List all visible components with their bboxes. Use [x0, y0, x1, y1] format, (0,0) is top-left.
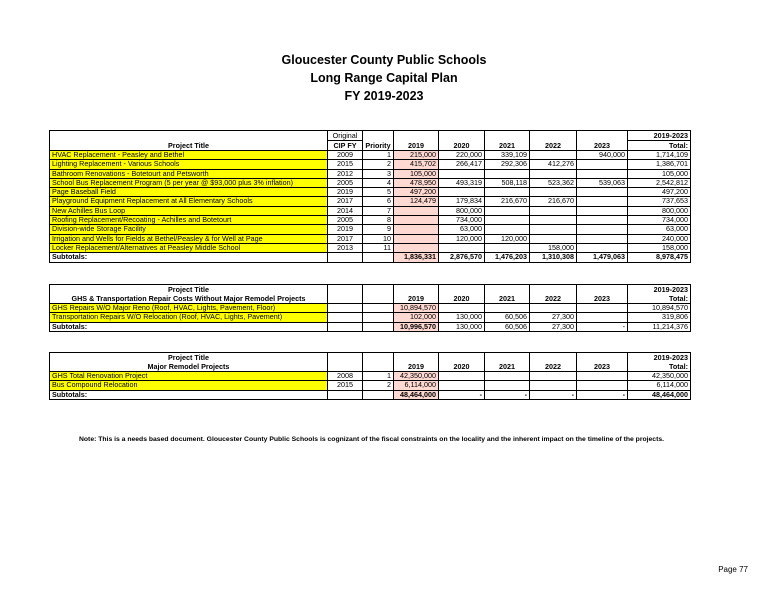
project-title: Playground Equipment Replacement at All Elementary Schools [50, 197, 328, 206]
value-2021 [485, 169, 530, 178]
priority: 2 [363, 381, 394, 390]
value-2022 [530, 169, 577, 178]
project-title: Division-wide Storage Facility [50, 225, 328, 234]
value-2022: 412,276 [530, 160, 577, 169]
value-total: 1,714,109 [628, 151, 691, 160]
project-title: HVAC Replacement - Peasley and Bethel [50, 151, 328, 160]
value-2022: 27,300 [530, 313, 577, 322]
table-header-row [50, 362, 691, 372]
cip-fy: 2015 [328, 160, 363, 169]
value-2021: 216,670 [485, 197, 530, 206]
value-2020: 130,000 [439, 313, 485, 322]
value-2021 [485, 188, 530, 197]
value-2021: 508,118 [485, 178, 530, 187]
value-2022 [530, 151, 577, 160]
header-2020: 2020 [439, 141, 485, 151]
value-2020 [439, 372, 485, 381]
value-2023 [577, 243, 628, 252]
table-row [50, 225, 691, 234]
header-2023: 2023 [577, 362, 628, 372]
cip-fy: 2012 [328, 169, 363, 178]
value-2019: 6,114,000 [394, 381, 439, 390]
header-2019: 2019 [394, 362, 439, 372]
value-total: 42,350,000 [628, 372, 691, 381]
subtotal-2023: - [577, 390, 628, 399]
table-row [50, 206, 691, 215]
header-total-range: 2019-2023 [628, 131, 691, 141]
subtotal-2020: 130,000 [439, 322, 485, 331]
footnote: Note: This is a needs based document. Gloucester County Public Schools is cognizant of the fiscal constraints on the locality and the inherent impact on the timeline of the projects. [79, 436, 665, 443]
value-2023 [577, 225, 628, 234]
header-section-title: Major Remodel Projects [50, 362, 328, 372]
subtotal-label: Subtotals: [50, 253, 328, 262]
value-2019: 102,000 [394, 313, 439, 322]
header-total-range: 2019-2023 [628, 285, 691, 295]
value-2019 [394, 225, 439, 234]
priority: 11 [363, 243, 394, 252]
value-2020: 800,000 [439, 206, 485, 215]
subtotal-2023: - [577, 322, 628, 331]
priority: 7 [363, 206, 394, 215]
value-2022 [530, 216, 577, 225]
header-total: Total: [628, 294, 691, 304]
value-2022 [530, 225, 577, 234]
value-2021: 292,306 [485, 160, 530, 169]
header-cip-fy: CIP FY [328, 141, 363, 151]
subtotal-2021: - [485, 390, 530, 399]
priority: 6 [363, 197, 394, 206]
subtotal-total: 48,464,000 [628, 390, 691, 399]
value-2019 [394, 243, 439, 252]
subtotal-2020: 2,876,570 [439, 253, 485, 262]
value-2019: 124,479 [394, 197, 439, 206]
cip-fy: 2014 [328, 206, 363, 215]
project-title: Bathroom Renovations - Botetourt and Petsworth [50, 169, 328, 178]
value-total: 1,386,701 [628, 160, 691, 169]
subtotal-2020: - [439, 390, 485, 399]
value-total: 319,806 [628, 313, 691, 322]
value-2021 [485, 372, 530, 381]
value-2020: 179,834 [439, 197, 485, 206]
capital-plan-table [49, 130, 691, 263]
header-project-title: Project Title [50, 353, 328, 363]
value-total: 240,000 [628, 234, 691, 243]
major-remodel-table [49, 352, 691, 400]
value-2020 [439, 243, 485, 252]
subtotal-row [50, 390, 691, 399]
value-2019: 105,000 [394, 169, 439, 178]
table-row [50, 372, 691, 381]
value-total: 2,542,812 [628, 178, 691, 187]
value-2022 [530, 381, 577, 390]
project-title: School Bus Replacement Program (5 per year @ $93,000 plus 3% inflation) [50, 178, 328, 187]
subtotal-2019: 48,464,000 [394, 390, 439, 399]
header-2020: 2020 [439, 362, 485, 372]
value-2023 [577, 160, 628, 169]
cip-fy: 2015 [328, 381, 363, 390]
table-row [50, 160, 691, 169]
cip-fy: 2019 [328, 188, 363, 197]
header-2019: 2019 [394, 141, 439, 151]
table-row [50, 188, 691, 197]
value-2019 [394, 234, 439, 243]
subtotal-label: Subtotals: [50, 322, 328, 331]
header-2019: 2019 [394, 294, 439, 304]
value-2023 [577, 206, 628, 215]
value-2021 [485, 216, 530, 225]
priority: 9 [363, 225, 394, 234]
value-2019 [394, 206, 439, 215]
subtotal-total: 8,978,475 [628, 253, 691, 262]
value-total: 10,894,570 [628, 304, 691, 313]
value-2021 [485, 381, 530, 390]
value-2023 [577, 304, 628, 313]
table-header-row [50, 285, 691, 295]
subtotal-row [50, 322, 691, 331]
priority: 1 [363, 151, 394, 160]
value-2023 [577, 188, 628, 197]
value-2021 [485, 225, 530, 234]
table-row [50, 234, 691, 243]
value-total: 734,000 [628, 216, 691, 225]
value-2023 [577, 372, 628, 381]
value-2021 [485, 304, 530, 313]
value-2022 [530, 234, 577, 243]
header-project-title: Project Title [50, 141, 328, 151]
value-2023 [577, 169, 628, 178]
priority: 8 [363, 216, 394, 225]
header-2023: 2023 [577, 141, 628, 151]
value-2019: 215,000 [394, 151, 439, 160]
value-2022: 158,000 [530, 243, 577, 252]
table-row [50, 151, 691, 160]
project-title: GHS Repairs W/O Major Reno (Roof, HVAC, Lights, Pavement, Floor) [50, 304, 328, 313]
value-2019: 478,950 [394, 178, 439, 187]
subtotal-row [50, 253, 691, 262]
repair-costs-table [49, 284, 691, 332]
doc-subtitle: Long Range Capital Plan [310, 71, 458, 85]
subtotal-2021: 1,476,203 [485, 253, 530, 262]
table-row [50, 197, 691, 206]
value-2022: 216,670 [530, 197, 577, 206]
value-2019: 10,894,570 [394, 304, 439, 313]
value-total: 63,000 [628, 225, 691, 234]
subtotal-2022: 1,310,308 [530, 253, 577, 262]
table-row [50, 169, 691, 178]
header-project-title: Project Title [50, 285, 328, 295]
value-total: 497,200 [628, 188, 691, 197]
project-title: GHS Total Renovation Project [50, 372, 328, 381]
header-2022: 2022 [530, 141, 577, 151]
value-2020 [439, 304, 485, 313]
value-2020: 120,000 [439, 234, 485, 243]
priority: 1 [363, 372, 394, 381]
page-number: Page 77 [718, 565, 748, 574]
value-2019: 415,702 [394, 160, 439, 169]
value-2023: 940,000 [577, 151, 628, 160]
header-total: Total: [628, 141, 691, 151]
value-total: 158,000 [628, 243, 691, 252]
cip-fy: 2005 [328, 178, 363, 187]
project-title: Locker Replacement/Alternatives at Peasley Middle School [50, 243, 328, 252]
header-2021: 2021 [485, 362, 530, 372]
table-header-row [50, 131, 691, 141]
value-2023 [577, 313, 628, 322]
table-row [50, 178, 691, 187]
table-row [50, 216, 691, 225]
cip-fy: 2017 [328, 234, 363, 243]
value-2019: 42,350,000 [394, 372, 439, 381]
table-header-row [50, 353, 691, 363]
header-2022: 2022 [530, 362, 577, 372]
value-2020 [439, 188, 485, 197]
value-2019 [394, 216, 439, 225]
value-2022 [530, 304, 577, 313]
cip-fy: 2005 [328, 216, 363, 225]
priority: 4 [363, 178, 394, 187]
table-header-row [50, 294, 691, 304]
value-2023 [577, 216, 628, 225]
subtotal-label: Subtotals: [50, 390, 328, 399]
header-2021: 2021 [485, 294, 530, 304]
subtotal-2022: 27,300 [530, 322, 577, 331]
cip-fy: 2008 [328, 372, 363, 381]
header-2020: 2020 [439, 294, 485, 304]
value-2022 [530, 206, 577, 215]
priority: 2 [363, 160, 394, 169]
subtotal-2023: 1,479,063 [577, 253, 628, 262]
table-row [50, 381, 691, 390]
value-2021: 120,000 [485, 234, 530, 243]
priority: 3 [363, 169, 394, 178]
value-2022 [530, 188, 577, 197]
value-2020: 266,417 [439, 160, 485, 169]
subtotal-2019: 10,996,570 [394, 322, 439, 331]
project-title: New Achilles Bus Loop [50, 206, 328, 215]
header-priority: Priority [363, 141, 394, 151]
subtotal-2019: 1,836,331 [394, 253, 439, 262]
project-title: Irrigation and Wells for Fields at Bethel/Peasley & for Well at Page [50, 234, 328, 243]
value-2023 [577, 234, 628, 243]
doc-fiscal-years: FY 2019-2023 [344, 89, 424, 103]
priority: 10 [363, 234, 394, 243]
table-row [50, 243, 691, 252]
subtotal-2022: - [530, 390, 577, 399]
value-total: 105,000 [628, 169, 691, 178]
header-2021: 2021 [485, 141, 530, 151]
value-2019: 497,200 [394, 188, 439, 197]
project-title: Lighting Replacement - Various Schools [50, 160, 328, 169]
value-2021: 60,506 [485, 313, 530, 322]
value-2023 [577, 381, 628, 390]
value-total: 800,000 [628, 206, 691, 215]
value-2022 [530, 372, 577, 381]
header-original: Original [328, 131, 363, 141]
header-section-title: GHS & Transportation Repair Costs Without Major Remodel Projects [50, 294, 328, 304]
value-2020 [439, 381, 485, 390]
value-2021: 339,109 [485, 151, 530, 160]
cip-fy: 2009 [328, 151, 363, 160]
project-title: Transportation Repairs W/O Relocation (Roof, HVAC, Lights, Pavement) [50, 313, 328, 322]
subtotal-total: 11,214,376 [628, 322, 691, 331]
value-2020 [439, 169, 485, 178]
value-2020: 63,000 [439, 225, 485, 234]
cip-fy: 2019 [328, 225, 363, 234]
table-header-row [50, 141, 691, 151]
value-total: 737,653 [628, 197, 691, 206]
project-title: Bus Compound Relocation [50, 381, 328, 390]
subtotal-2021: 60,506 [485, 322, 530, 331]
header-total: Total: [628, 362, 691, 372]
table-row [50, 313, 691, 322]
project-title: Roofing Replacement/Recoating - Achilles and Botetourt [50, 216, 328, 225]
header-2023: 2023 [577, 294, 628, 304]
value-2020: 734,000 [439, 216, 485, 225]
header-total-range: 2019-2023 [628, 353, 691, 363]
value-2020: 493,319 [439, 178, 485, 187]
value-total: 6,114,000 [628, 381, 691, 390]
table-row [50, 304, 691, 313]
cip-fy: 2017 [328, 197, 363, 206]
header-2022: 2022 [530, 294, 577, 304]
value-2021 [485, 243, 530, 252]
cip-fy: 2013 [328, 243, 363, 252]
value-2020: 220,000 [439, 151, 485, 160]
value-2022: 523,362 [530, 178, 577, 187]
priority: 5 [363, 188, 394, 197]
project-title: Page Baseball Field [50, 188, 328, 197]
value-2023 [577, 197, 628, 206]
value-2023: 539,063 [577, 178, 628, 187]
doc-title: Gloucester County Public Schools [281, 53, 487, 67]
value-2021 [485, 206, 530, 215]
